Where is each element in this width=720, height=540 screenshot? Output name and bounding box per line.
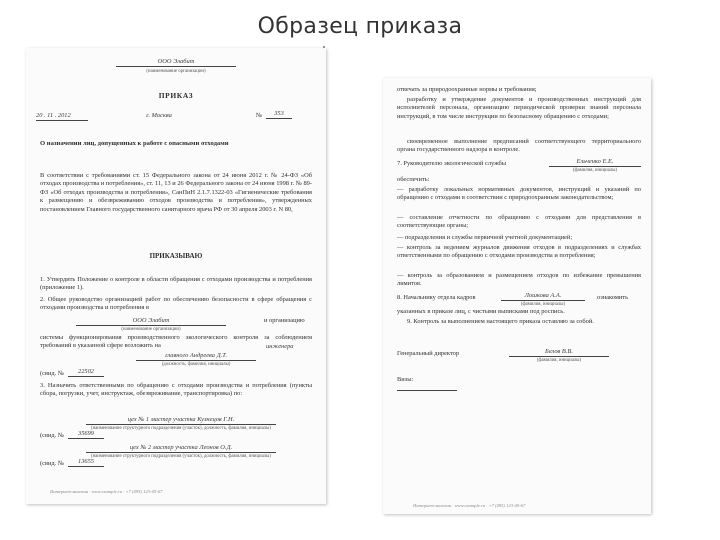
item-3: 3. Назначить ответственными по обращению с отходами производства и потребления (пункты сбора, погрузки, учет, инструктаж, обезвреживание, транспортировка) по: (40, 382, 312, 398)
svid-label-1: (свид. № (40, 370, 64, 377)
item-7-caption: (фамилия, инициалы) (572, 168, 618, 173)
assign-caption-2: (наименование структурного подразделения (участок), должность, фамилия, инициалы) (91, 454, 271, 459)
vizy-line (397, 390, 457, 391)
org-caption: (наименование организации) (146, 69, 206, 74)
item-8: 8. Начальнику отдела кадров (397, 294, 476, 301)
duty-1: — разработку локальных нормативных документов, инструкций и указаний по обращению с отходами в соответствии с природоохранным законодательством; (397, 186, 641, 202)
director-label: Генеральный директор (397, 350, 460, 357)
svid-label-3: (свид. № (40, 460, 64, 467)
item-8-cont: указанных в приказе лиц, с чистыми выписками под роспись. (397, 308, 565, 315)
assign-2: цех № 2 мастер участка Леонов О.Д. (86, 444, 276, 453)
svid-number-2: 35699 (68, 430, 104, 439)
position-hand: инженера (266, 343, 294, 350)
director-caption: (фамилия, инициалы) (536, 358, 582, 363)
assign-caption-1: (наименование структурного подразделения (участок), должность, фамилия, инициалы) (91, 426, 271, 431)
item-8-caption: (фамилия, инициалы) (520, 302, 566, 307)
slide-title: Образец приказа (257, 14, 463, 39)
item-2-org: ООО Элабит (76, 317, 226, 326)
preamble: В соответствии с требованиями ст. 15 Федерального закона от 24 июня 2012 г. № 24-ФЗ «Об отходах производства и потребления», ст. 11, 13 и 26 Федерального закона от 24 июня 1998 г. № 89-ФЗ «Об отходах производства и потребления», СанПиН 2.1.7.1322-03 «Гигиенические требования к размещению и обезвреживанию отходов производства и потребления», утвержденных постановлением Главного государственного санитарного врача РФ от 30 апреля 2003 г. N 80, (40, 172, 312, 213)
bullet-2: своевременное выполнение предписаний соответствующего территориального органа государственного надзора в контроле. (397, 138, 641, 154)
duty-5: — контроль за образованием и размещением отходов по избежание превышения лимитов. (397, 272, 641, 288)
item-7: 7. Руководителю экологической службы (397, 160, 507, 167)
svid-label-2: (свид. № (40, 432, 64, 439)
document-page-right (383, 78, 651, 514)
footer-right: Интернет-магазин · www.example.ru · +7 (495) 123-45-67 (413, 503, 526, 508)
doc-date: 20 . 11 . 2012 (36, 112, 88, 121)
footer-left: Интернет-магазин · www.example.ru · +7 (495) 123-45-67 (50, 489, 163, 494)
doc-number-label: № (256, 112, 263, 119)
director-name: Белов В.В. (509, 348, 609, 357)
item-9: 9. Контроль за выполнением настоящего приказа оставляю за собой. (407, 318, 594, 325)
duty-2: — составление отчетности по обращению с отходами для представления в соответствующие органы; (397, 214, 641, 230)
item-2-tail: и организацию (264, 317, 305, 324)
bullet-1: разработку и утверждение документов и производственных инструкций для исполнителей персонала, организацию периодической проверки знаний персонала инструкций, в том числе инструкции по безопасному обращению с отходами; (397, 96, 641, 120)
item-8-person: Лошкова А.А. (501, 292, 585, 301)
duty-3: — подразделения и службы первичной учетной документацией; (397, 234, 573, 241)
item-8-tail: ознакомить (597, 294, 629, 301)
obespechit: обеспечить: (397, 176, 430, 183)
doc-type: ПРИКАЗ (158, 91, 194, 100)
svid-number-3: 13655 (68, 458, 104, 467)
order-word: ПРИКАЗЫВАЮ (149, 252, 203, 260)
caption-person: (должность, фамилия, инициалы) (161, 362, 231, 367)
vizy-label: Визы: (397, 376, 414, 383)
item-2-cont: системы функционирования производственного экологического контроля за соблюдением требований в указанной сфере возложить на (40, 334, 312, 350)
doc-number: 353 (266, 110, 292, 119)
document-page-left (26, 48, 326, 504)
item-1: 1. Утвердить Положение о контроле в области обращения с отходами производства и потребления (приложение 1). (40, 276, 312, 292)
assign-1: цех № 1 мастер участка Кузнецов Г.Н. (86, 416, 276, 425)
caption-org: (наименование организации) (121, 327, 181, 332)
org-name: ООО Элабит (116, 58, 236, 67)
item-2: 2. Общее руководство организацией работ по обеспечению безопасности в сфере обращения с отходами производства и потребления в (40, 296, 312, 312)
responsible-person: главного Андреева Д.Т. (136, 352, 256, 361)
doc-city: г. Москва (146, 112, 172, 119)
svid-number-1: 22502 (68, 368, 104, 377)
item-7-person: Ельченко Е.Е. (549, 158, 641, 167)
text-top: отвечать за природоохранные нормы и требования; (397, 86, 537, 93)
doc-subject: О назначении лиц, допущенных к работе с опасными отходами (40, 140, 229, 147)
duty-4: — контроль за ведением журналов движения отходов в подразделениях и службах ответственными по обращению с отходами производства и потребления; (397, 244, 641, 260)
